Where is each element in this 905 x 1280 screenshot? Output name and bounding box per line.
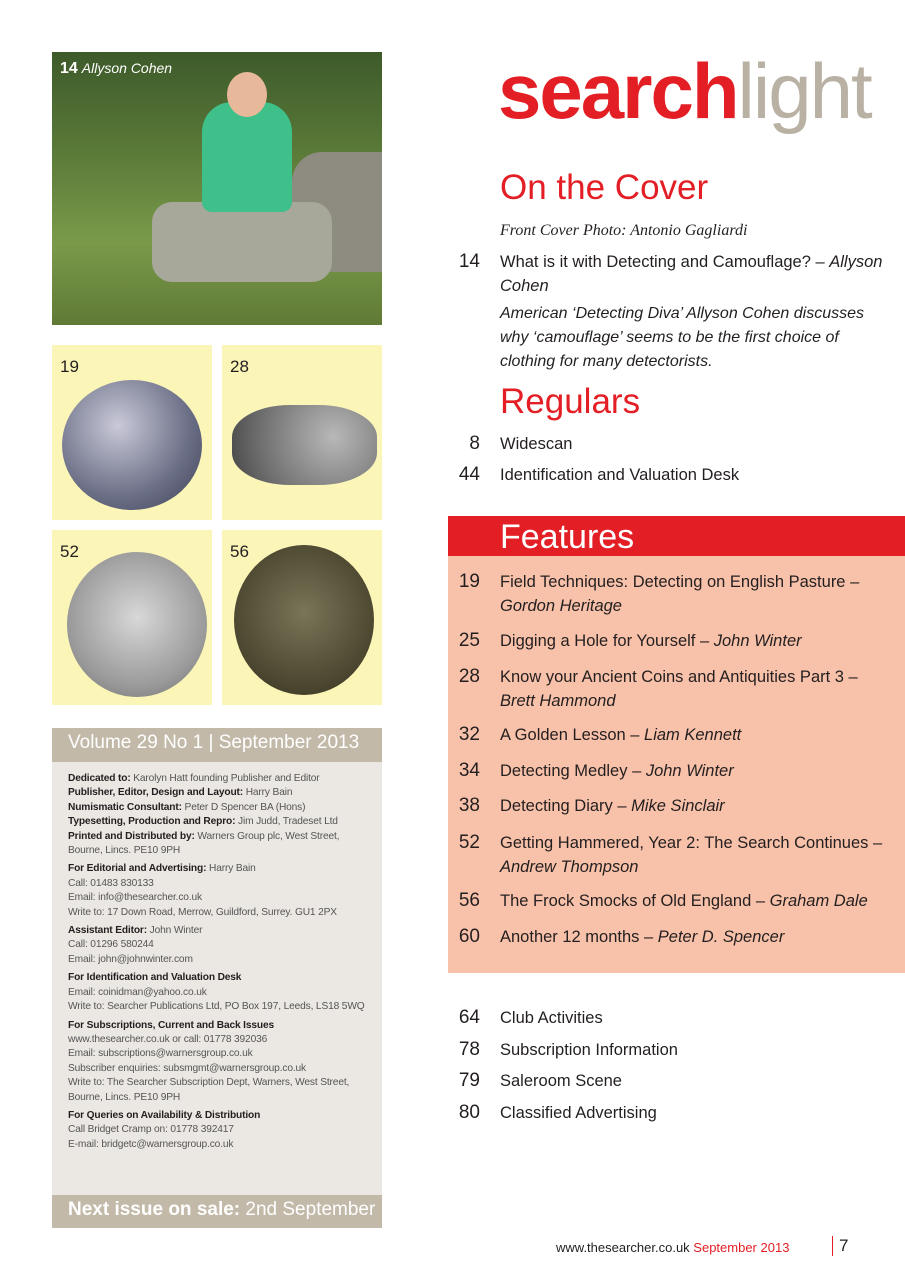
entry-text: Widescan: [500, 435, 573, 453]
info-group: [68, 772, 370, 858]
info-line: For Identification and Valuation Desk: [68, 972, 242, 984]
info-line: Write to: 17 Down Road, Merrow, Guildford, Surrey. GU1 2PX: [68, 906, 337, 918]
toc-entry[interactable]: [448, 723, 888, 747]
cover-photo-credit: Front Cover Photo: Antonio Gagliardi: [500, 222, 748, 239]
info-group: [68, 1019, 370, 1105]
toc-entry[interactable]: [448, 925, 888, 949]
info-line: For Queries on Availability & Distribution: [68, 1109, 261, 1121]
toc-entry[interactable]: [448, 759, 888, 783]
footer: www.thesearcher.co.uk September 2013: [556, 1240, 790, 1255]
entry-text: Classified Advertising: [500, 1104, 657, 1122]
page-ref: 56: [458, 890, 480, 911]
toc-entry[interactable]: [448, 665, 888, 713]
info-line: Email: coinidman@yahoo.co.uk: [68, 986, 207, 998]
entry-text: Getting Hammered, Year 2: The Search Continues – Andrew Thompson: [500, 834, 883, 876]
author: Gordon Heritage: [500, 597, 622, 615]
tile-bell: 19: [52, 345, 212, 520]
page-ref: 25: [458, 630, 480, 651]
toc-entry[interactable]: [448, 432, 888, 456]
page-ref: 19: [458, 571, 480, 592]
page-ref: 64: [458, 1007, 480, 1028]
entry-text: Digging a Hole for Yourself – John Winter: [500, 632, 802, 650]
heading-regulars: Regulars: [500, 382, 641, 421]
figure-body: [202, 102, 292, 212]
info-line: www.thesearcher.co.uk or call: 01778 392036: [68, 1033, 268, 1045]
heading-on-the-cover: On the Cover: [500, 168, 709, 207]
info-line: Write to: Searcher Publications Ltd, PO Box 197, Leeds, LS18 5WQ: [68, 1001, 365, 1013]
page-ref: 60: [458, 926, 480, 947]
author: Brett Hammond: [500, 692, 616, 710]
cover-description: American ‘Detecting Diva’ Allyson Cohen discusses why ‘camouflage’ seems to be the first choice of clothing for many detectorists.: [500, 305, 865, 370]
entry-text: Saleroom Scene: [500, 1072, 622, 1090]
info-line: Call: 01483 830133: [68, 877, 154, 889]
info-group: [68, 862, 370, 920]
info-line: Subscriber enquiries: subsmgmt@warnersgroup.co.uk: [68, 1062, 306, 1074]
info-line: Typesetting, Production and Repro: Jim Judd, Tradeset Ltd: [68, 816, 338, 828]
tile-ring: 28: [222, 345, 382, 520]
entry-text: Detecting Medley – John Winter: [500, 762, 734, 780]
toc-entry[interactable]: 14 What is it with Detecting and Camouflage? – Allyson Cohen: [458, 251, 883, 295]
info-line: Printed and Distributed by: Warners Group plc, West Street, Bourne, Lincs. PE10 9PH: [68, 830, 340, 857]
tile-coin-hammered: 52: [52, 530, 212, 705]
searchlight-logo: searchlight: [498, 47, 871, 135]
bell-image: [62, 380, 202, 510]
info-line: Call Bridget Cramp on: 01778 392417: [68, 1124, 234, 1136]
info-line: Call: 01296 580244: [68, 939, 154, 951]
author: John Winter: [713, 632, 802, 650]
tile-token: 56: [222, 530, 382, 705]
info-line: Dedicated to: Karolyn Hatt founding Publisher and Editor: [68, 773, 320, 784]
toc-entry[interactable]: [448, 629, 888, 653]
entry-text: Field Techniques: Detecting on English Pasture – Gordon Heritage: [500, 573, 860, 615]
entry-text: A Golden Lesson – Liam Kennett: [500, 726, 742, 744]
toc-entry[interactable]: [448, 831, 888, 879]
toc-entry[interactable]: [448, 463, 888, 487]
toc-entry[interactable]: [448, 889, 888, 913]
author: Peter D. Spencer: [657, 928, 785, 946]
toc-entry[interactable]: [448, 570, 888, 618]
token-image: [234, 545, 374, 695]
info-line: Assistant Editor: John Winter: [68, 925, 203, 937]
photo-caption: 14 Allyson Cohen: [60, 60, 173, 77]
page-number: 7: [832, 1236, 848, 1256]
toc-entry[interactable]: [448, 794, 888, 818]
cover-photo: [52, 52, 382, 325]
info-line: E-mail: bridgetc@warnersgroup.co.uk: [68, 1138, 234, 1150]
entry-text: Another 12 months – Peter D. Spencer: [500, 928, 785, 946]
author: Liam Kennett: [644, 726, 742, 744]
page-ref: 80: [458, 1102, 480, 1123]
figure-legs: [152, 202, 332, 282]
entry-text: Subscription Information: [500, 1041, 678, 1059]
toc-entry[interactable]: [448, 1101, 888, 1125]
page-ref: 78: [458, 1039, 480, 1060]
info-group: [68, 1109, 370, 1152]
page-ref: 44: [458, 464, 480, 485]
info-line: For Subscriptions, Current and Back Issues: [68, 1019, 274, 1031]
entry-text: Identification and Valuation Desk: [500, 466, 740, 484]
info-line: For Editorial and Advertising: Harry Bain: [68, 863, 256, 875]
toc-entry[interactable]: [448, 1038, 888, 1062]
info-line: Email: info@thesearcher.co.uk: [68, 892, 202, 904]
info-line: Numismatic Consultant: Peter D Spencer BA (Hons): [68, 801, 306, 813]
coin-image: [67, 552, 207, 697]
author: Mike Sinclair: [631, 797, 725, 815]
figure-head: [227, 72, 267, 117]
page-ref: 28: [458, 666, 480, 687]
info-group: [68, 971, 370, 1014]
entry-text: The Frock Smocks of Old England – Graham Dale: [500, 892, 868, 910]
ring-image: [232, 405, 377, 485]
info-group: [68, 924, 370, 967]
author: Graham Dale: [769, 892, 868, 910]
info-line: Email: subscriptions@warnersgroup.co.uk: [68, 1048, 253, 1060]
page-ref: 8: [469, 433, 480, 454]
author: Andrew Thompson: [500, 858, 639, 876]
entry-text: Know your Ancient Coins and Antiquities Part 3 – Brett Hammond: [500, 668, 858, 710]
page-ref: 79: [458, 1070, 480, 1091]
heading-features: Features: [448, 516, 905, 556]
page-ref: 32: [458, 724, 480, 745]
page-ref: 52: [458, 832, 480, 853]
toc-entry[interactable]: [448, 1006, 888, 1030]
page-ref: 38: [458, 795, 480, 816]
info-line: Publisher, Editor, Design and Layout: Harry Bain: [68, 787, 293, 799]
author: John Winter: [645, 762, 734, 780]
info-line: Write to: The Searcher Subscription Dept, Warners, West Street, Bourne, Lincs. PE10 9PH: [68, 1077, 350, 1103]
info-line: Email: john@johnwinter.com: [68, 953, 193, 965]
volume-banner: Volume 29 No 1 | September 2013: [52, 728, 382, 762]
entry-text: Club Activities: [500, 1009, 603, 1027]
page-ref: 34: [458, 760, 480, 781]
masthead-info: [52, 762, 382, 1195]
toc-entry[interactable]: [448, 1069, 888, 1093]
entry-text: Detecting Diary – Mike Sinclair: [500, 797, 725, 815]
next-issue-banner: Next issue on sale: 2nd September: [52, 1195, 382, 1228]
